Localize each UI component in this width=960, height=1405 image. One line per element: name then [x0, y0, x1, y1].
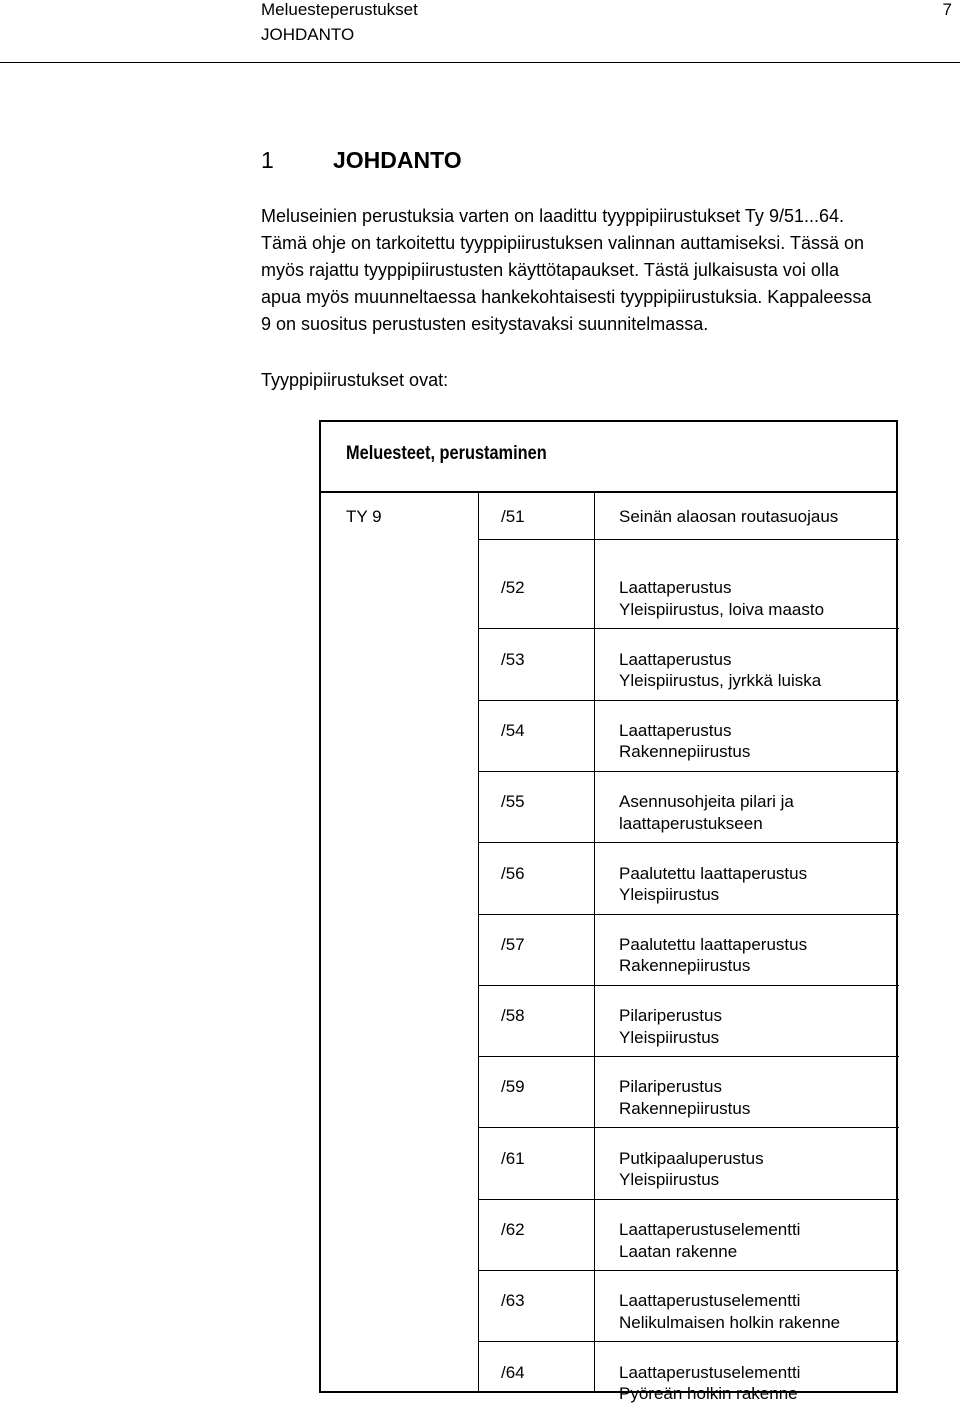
drawing-description: Pilariperustus Rakennepiirustus	[619, 1077, 751, 1118]
drawing-description: Laattaperustuselementti Pyöreän holkin rakenne	[619, 1362, 801, 1404]
drawing-description: Laattaperustus Yleispiirustus, jyrkkä luiska	[619, 649, 822, 691]
drawing-description: Laattaperustus Rakennepiirustus	[619, 720, 751, 762]
row-divider	[478, 914, 899, 915]
column-divider-2	[594, 491, 595, 1391]
section-title: JOHDANTO	[333, 147, 462, 173]
drawing-code: /54	[501, 720, 525, 740]
header-section: JOHDANTO	[261, 25, 355, 44]
row-divider	[478, 628, 899, 629]
drawing-code: /52	[501, 578, 525, 598]
list-lead-text: Tyyppipiirustukset ovat:	[261, 370, 449, 390]
drawing-code: /64	[501, 1362, 525, 1382]
drawing-code: /57	[501, 934, 525, 954]
section-heading	[261, 145, 462, 175]
drawing-code: /53	[501, 649, 525, 669]
row-divider	[478, 700, 899, 701]
row-divider	[478, 539, 899, 540]
drawing-code: /61	[501, 1148, 525, 1168]
table-title: Meluesteet, perustaminen	[346, 443, 547, 464]
drawing-code: /58	[501, 1006, 525, 1026]
drawing-description: Laattaperustuselementti Laatan rakenne	[619, 1220, 801, 1261]
drawing-description: Asennusohjeita pilari ja laattaperustukseen	[619, 792, 794, 833]
row-divider	[478, 1056, 899, 1057]
intro-paragraph: Meluseinien perustuksia varten on laadittu tyyppipiirustukset Ty 9/51...64. Tämä ohje on tarkoitettu tyyppipiirustuksen valinnan auttamiseksi. Tässä on myös rajattu tyyppipiirustusten käyttötapaukset. Tästä julkaisusta voi olla apua myös muunneltaessa hankekohtaisesti tyyppipiirustuksia. Kappaleessa 9 on suositus perustusten esitystavaksi suunnitelmassa.	[261, 206, 872, 334]
drawing-description: Paalutettu laattaperustus Rakennepiirustus	[619, 934, 808, 976]
row-divider	[478, 1270, 899, 1271]
drawing-code: /62	[501, 1220, 525, 1239]
column-divider-1	[478, 491, 479, 1391]
row-divider	[478, 1341, 899, 1342]
row-divider	[478, 842, 899, 843]
header-title: Meluesteperustukset	[261, 0, 418, 19]
drawing-code: /51	[501, 507, 525, 526]
page-number: 7	[942, 0, 952, 19]
running-header	[0, 0, 960, 63]
drawing-description: Pilariperustus Yleispiirustus	[619, 1006, 722, 1047]
drawing-code: /56	[501, 863, 525, 883]
drawing-code: /63	[501, 1291, 525, 1311]
row-divider	[478, 1127, 899, 1128]
drawing-description: Seinän alaosan routasuojaus	[619, 507, 839, 526]
drawings-table	[319, 420, 898, 1404]
drawing-description: Putkipaaluperustus Yleispiirustus	[619, 1148, 764, 1190]
row-divider	[478, 1199, 899, 1200]
section-number: 1	[261, 147, 274, 173]
series-label: TY 9	[346, 507, 382, 526]
row-divider	[478, 771, 899, 772]
drawing-description: Laattaperustus Yleispiirustus, loiva maasto	[619, 578, 825, 619]
drawing-description: Laattaperustuselementti Nelikulmaisen holkin rakenne	[619, 1291, 841, 1332]
drawing-code: /55	[501, 792, 525, 812]
row-divider	[478, 985, 899, 986]
drawing-description: Paalutettu laattaperustus Yleispiirustus	[619, 863, 808, 904]
drawing-code: /59	[501, 1077, 525, 1097]
table-title-divider	[321, 491, 896, 493]
